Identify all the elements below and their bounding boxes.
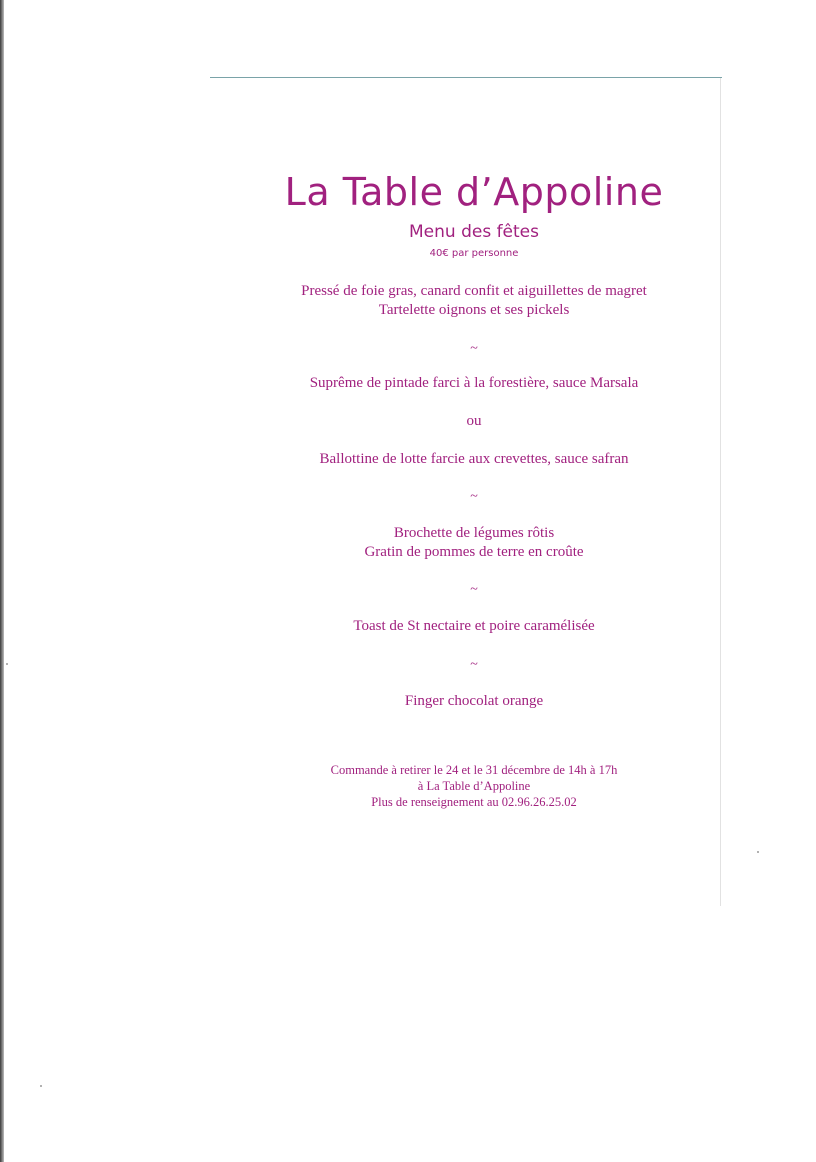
cheese-text: Toast de St nectaire et poire caramélisée (353, 618, 595, 634)
separator-tilde: ~ (470, 341, 478, 356)
page-right-edge (720, 78, 721, 906)
starter-line-2: Tartelette oignons et ses pickels (378, 302, 570, 318)
main-choice-2 (260, 450, 688, 469)
separator-tilde: ~ (470, 582, 478, 597)
order-info-line-1: Commande à retirer le 24 et le 31 décembre de 14h à 17h (330, 763, 618, 777)
main-choice-2-text: Ballottine de lotte farcie aux crevettes, sauce safran (319, 451, 629, 467)
sides-course (260, 524, 688, 562)
order-info-line-3: Plus de renseignement au 02.96.26.25.02 (371, 795, 577, 809)
restaurant-title: La Table d’Appoline (284, 170, 664, 214)
sides-line-2: Gratin de pommes de terre en croûte (364, 544, 584, 560)
starter-course (260, 282, 688, 320)
scan-left-edge (0, 0, 4, 1162)
scan-speck (6, 663, 8, 665)
sides-line-1: Brochette de légumes rôtis (393, 525, 555, 541)
main-choice-1-text: Suprême de pintade farci à la forestière, sauce Marsala (309, 375, 639, 391)
page-top-edge (210, 77, 722, 78)
order-info (260, 762, 688, 810)
starter-line-1: Pressé de foie gras, canard confit et aiguillettes de magret (301, 283, 647, 299)
or-label-text: ou (466, 413, 482, 429)
menu-price: 40€ par personne (429, 248, 519, 259)
course-separator (260, 487, 688, 506)
scan-speck (40, 1085, 42, 1087)
cheese-course (260, 617, 688, 636)
dessert-course (260, 692, 688, 711)
course-separator (260, 339, 688, 358)
dessert-text: Finger chocolat orange (404, 693, 544, 709)
separator-tilde: ~ (470, 657, 478, 672)
course-separator (260, 655, 688, 674)
menu-subtitle: Menu des fêtes (408, 222, 539, 242)
order-info-line-2: à La Table d’Appoline (417, 779, 531, 793)
or-label (260, 412, 688, 431)
main-choice-1 (260, 374, 688, 393)
separator-tilde: ~ (470, 489, 478, 504)
scan-speck (757, 851, 759, 853)
course-separator (260, 580, 688, 599)
